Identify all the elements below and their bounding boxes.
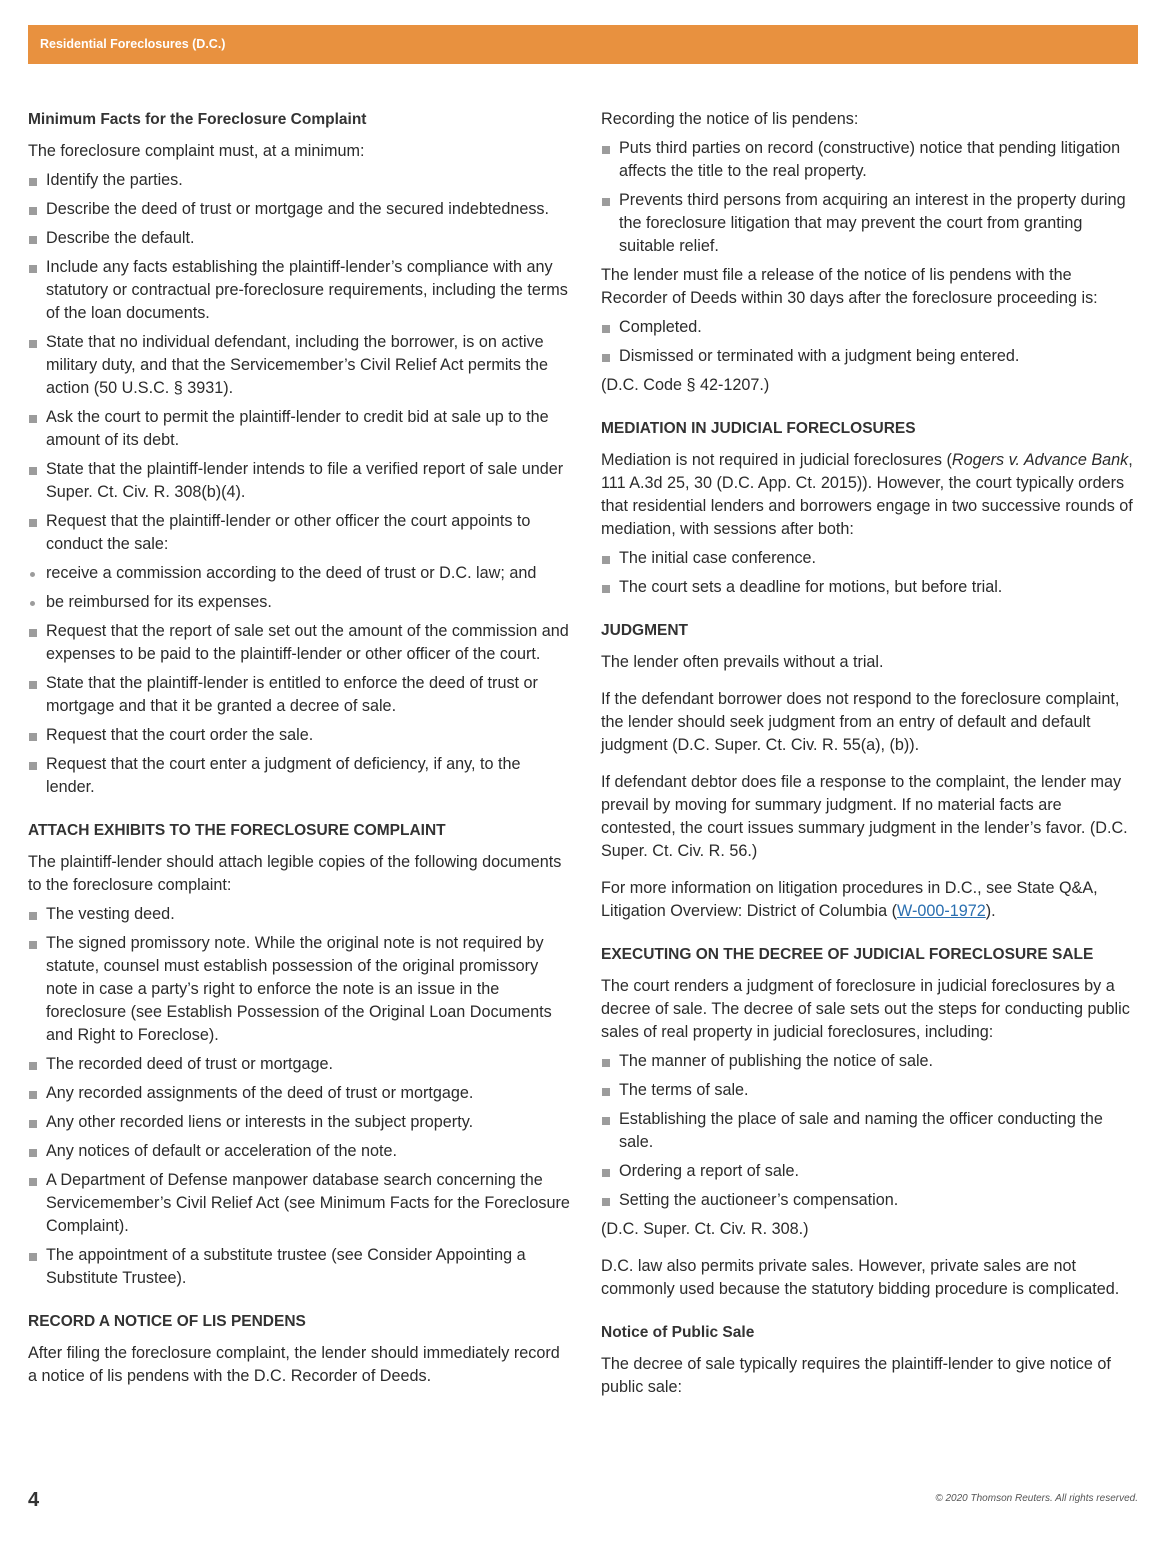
judgment-paragraph-2: If the defendant borrower does not respond to the foreclosure complaint, the lender should seek judgment from an entry of default and default judgment (D.C. Super. Ct. Civ. R. 55(a), (b)). xyxy=(601,690,1120,754)
square-bullet-icon xyxy=(29,340,37,348)
min-facts-list xyxy=(28,169,573,556)
executing-citation: (D.C. Super. Ct. Civ. R. 308.) xyxy=(601,1220,809,1238)
list-item-text: be reimbursed for its expenses. xyxy=(46,593,272,611)
list-item xyxy=(601,547,1138,570)
list-item-text: Ordering a report of sale. xyxy=(619,1162,799,1180)
exhibits-intro: The plaintiff-lender should attach legible copies of the following documents to the foreclosure complaint: xyxy=(28,853,562,894)
list-item xyxy=(28,1244,573,1290)
square-bullet-icon xyxy=(29,178,37,186)
page-number: 4 xyxy=(28,1489,40,1511)
min-facts-list-continued xyxy=(28,620,573,799)
list-item-text: The vesting deed. xyxy=(46,905,175,923)
list-item-text: Puts third parties on record (constructive) notice that pending litigation affects the title to the real property. xyxy=(619,139,1121,180)
list-item xyxy=(28,932,573,1047)
list-item-text: State that no individual defendant, including the borrower, is on active military duty, and that the Servicemember’s Civil Relief Act permits the action (50 U.S.C. § 3931). xyxy=(46,333,549,397)
square-bullet-icon xyxy=(602,198,610,206)
list-item xyxy=(28,620,573,666)
square-bullet-icon xyxy=(29,1149,37,1157)
judgment-heading: JUDGMENT xyxy=(601,622,688,639)
litigation-text-start: For more information on litigation procedures in D.C., see State Q&A, Litigation Overview: District of Columbia ( xyxy=(601,879,1098,920)
list-item xyxy=(28,1053,573,1076)
list-item-text: State that the plaintiff-lender is entitled to enforce the deed of trust or mortgage and that it be granted a decree of sale. xyxy=(46,674,538,715)
list-item-text: The manner of publishing the notice of sale. xyxy=(619,1052,934,1070)
right-column xyxy=(601,108,1138,1405)
judgment-paragraph-4 xyxy=(601,877,1138,923)
release-text: The lender must file a release of the notice of lis pendens with the Recorder of Deeds within 30 days after the foreclosure proceeding is: xyxy=(601,266,1098,307)
recording-intro: Recording the notice of lis pendens: xyxy=(601,110,859,128)
dot-bullet-icon xyxy=(30,601,35,606)
square-bullet-icon xyxy=(29,681,37,689)
list-item xyxy=(28,1169,573,1238)
dot-bullet-icon xyxy=(30,572,35,577)
square-bullet-icon xyxy=(29,1091,37,1099)
list-item-text: The terms of sale. xyxy=(619,1081,749,1099)
litigation-overview-link[interactable]: W-000-1972 xyxy=(896,902,986,920)
list-item xyxy=(601,1108,1138,1154)
square-bullet-icon xyxy=(29,207,37,215)
list-item xyxy=(28,331,573,400)
executing-list xyxy=(601,1050,1138,1212)
document-title: Residential Foreclosures (D.C.) xyxy=(40,37,226,51)
square-bullet-icon xyxy=(602,325,610,333)
square-bullet-icon xyxy=(602,585,610,593)
list-item-text: Establishing the place of sale and naming the officer conducting the sale. xyxy=(619,1110,1103,1151)
list-item xyxy=(28,724,573,747)
list-item xyxy=(601,137,1138,183)
list-item-text: Completed. xyxy=(619,318,702,336)
square-bullet-icon xyxy=(29,762,37,770)
release-list xyxy=(601,316,1138,368)
list-item-text: Describe the default. xyxy=(46,229,195,247)
list-item-text: Setting the auctioneer’s compensation. xyxy=(619,1191,899,1209)
list-item xyxy=(28,198,573,221)
executing-text: The court renders a judgment of foreclosure in judicial foreclosures by a decree of sale. The decree of sale sets out the steps for conducting public sales of real property in judicial foreclosures, including: xyxy=(601,977,1130,1041)
square-bullet-icon xyxy=(29,629,37,637)
lis-pendens-heading: RECORD A NOTICE OF LIS PENDENS xyxy=(28,1313,306,1330)
list-item-text: The court sets a deadline for motions, but before trial. xyxy=(619,578,1003,596)
lis-pendens-text: After filing the foreclosure complaint, the lender should immediately record a notice of lis pendens with the D.C. Recorder of Deeds. xyxy=(28,1344,560,1385)
left-column xyxy=(28,108,573,1394)
square-bullet-icon xyxy=(29,265,37,273)
release-citation: (D.C. Code § 42-1207.) xyxy=(601,376,770,394)
notice-text: The decree of sale typically requires the plaintiff-lender to give notice of public sale: xyxy=(601,1355,1111,1396)
list-item-text: Identify the parties. xyxy=(46,171,183,189)
square-bullet-icon xyxy=(29,1253,37,1261)
list-item xyxy=(28,753,573,799)
list-item xyxy=(28,562,573,585)
mediation-text xyxy=(601,449,1138,541)
min-facts-intro: The foreclosure complaint must, at a minimum: xyxy=(28,142,365,160)
list-item xyxy=(28,256,573,325)
square-bullet-icon xyxy=(602,146,610,154)
square-bullet-icon xyxy=(29,1178,37,1186)
list-item xyxy=(601,1079,1138,1102)
exhibits-heading: ATTACH EXHIBITS TO THE FORECLOSURE COMPLAINT xyxy=(28,822,446,839)
square-bullet-icon xyxy=(602,1117,610,1125)
list-item xyxy=(28,406,573,452)
list-item-text: Ask the court to permit the plaintiff-lender to credit bid at sale up to the amount of its debt. xyxy=(46,408,549,449)
executing-heading: EXECUTING ON THE DECREE OF JUDICIAL FORECLOSURE SALE xyxy=(601,946,1094,963)
square-bullet-icon xyxy=(602,1198,610,1206)
list-item xyxy=(601,576,1138,599)
mediation-list xyxy=(601,547,1138,599)
list-item xyxy=(601,189,1138,258)
list-item-text: Dismissed or terminated with a judgment being entered. xyxy=(619,347,1020,365)
square-bullet-icon xyxy=(29,733,37,741)
list-item-text: The signed promissory note. While the original note is not required by statute, counsel must establish possession of the original promissory note in case a party’s right to enforce the note is an issue in the foreclosure (see Establish Possession of the Original Loan Documents and Right to Foreclose). xyxy=(46,934,552,1044)
square-bullet-icon xyxy=(29,1120,37,1128)
list-item xyxy=(28,169,573,192)
header-banner xyxy=(28,25,1138,64)
square-bullet-icon xyxy=(29,519,37,527)
notice-heading: Notice of Public Sale xyxy=(601,1324,755,1341)
list-item xyxy=(28,1111,573,1134)
square-bullet-icon xyxy=(29,941,37,949)
list-item xyxy=(601,1160,1138,1183)
officer-sublist xyxy=(28,562,573,614)
mediation-case-name: Rogers v. Advance Bank xyxy=(951,451,1129,469)
litigation-text-end: ). xyxy=(985,902,996,920)
square-bullet-icon xyxy=(29,467,37,475)
square-bullet-icon xyxy=(602,556,610,564)
judgment-paragraph-1: The lender often prevails without a trial. xyxy=(601,653,884,671)
list-item-text: receive a commission according to the deed of trust or D.C. law; and xyxy=(46,564,537,582)
judgment-paragraph-3: If defendant debtor does file a response to the complaint, the lender may prevail by moving for summary judgment. If no material facts are contested, the court issues summary judgment in the lender’s favor. (D.C. Super. Ct. Civ. R. 56.) xyxy=(601,773,1128,860)
list-item xyxy=(28,227,573,250)
square-bullet-icon xyxy=(602,1169,610,1177)
list-item-text: Any notices of default or acceleration of the note. xyxy=(46,1142,397,1160)
list-item xyxy=(28,1140,573,1163)
min-facts-heading: Minimum Facts for the Foreclosure Complaint xyxy=(28,111,367,128)
recording-list xyxy=(601,137,1138,258)
list-item-text: State that the plaintiff-lender intends to file a verified report of sale under Super. Ct. Civ. R. 308(b)(4). xyxy=(46,460,564,501)
list-item-text: Request that the plaintiff-lender or other officer the court appoints to conduct the sale: xyxy=(46,512,531,553)
list-item xyxy=(28,591,573,614)
list-item xyxy=(28,672,573,718)
list-item-text: Describe the deed of trust or mortgage and the secured indebtedness. xyxy=(46,200,550,218)
list-item xyxy=(601,316,1138,339)
list-item-text: Include any facts establishing the plaintiff-lender’s compliance with any statutory or contractual pre-foreclosure requirements, including the terms of the loan documents. xyxy=(46,258,568,322)
list-item-text: Request that the court enter a judgment of deficiency, if any, to the lender. xyxy=(46,755,521,796)
square-bullet-icon xyxy=(602,1088,610,1096)
mediation-text-end: , 111 A.3d 25, 30 (D.C. App. Ct. 2015)). However, the court typically orders that residential lenders and borrowers engage in two successive rounds of mediation, with sessions after both: xyxy=(601,451,1133,538)
exhibits-list xyxy=(28,903,573,1290)
copyright-notice: © 2020 Thomson Reuters. All rights reserved. xyxy=(935,1493,1138,1504)
list-item xyxy=(28,1082,573,1105)
list-item-text: Any recorded assignments of the deed of trust or mortgage. xyxy=(46,1084,474,1102)
square-bullet-icon xyxy=(29,236,37,244)
list-item xyxy=(601,1050,1138,1073)
square-bullet-icon xyxy=(29,415,37,423)
list-item-text: Any other recorded liens or interests in the subject property. xyxy=(46,1113,474,1131)
list-item xyxy=(28,510,573,556)
list-item-text: Request that the report of sale set out the amount of the commission and expenses to be paid to the plaintiff-lender or other officer of the court. xyxy=(46,622,569,663)
square-bullet-icon xyxy=(602,1059,610,1067)
list-item xyxy=(601,1189,1138,1212)
list-item xyxy=(28,458,573,504)
square-bullet-icon xyxy=(602,354,610,362)
list-item-text: The appointment of a substitute trustee (see Consider Appointing a Substitute Trustee). xyxy=(46,1246,526,1287)
mediation-text-start: Mediation is not required in judicial foreclosures ( xyxy=(601,451,952,469)
list-item-text: The initial case conference. xyxy=(619,549,817,567)
list-item xyxy=(28,903,573,926)
list-item-text: A Department of Defense manpower database search concerning the Servicemember’s Civil Relief Act (see Minimum Facts for the Foreclosure Complaint). xyxy=(46,1171,570,1235)
private-sales-text: D.C. law also permits private sales. However, private sales are not commonly used because the statutory bidding procedure is complicated. xyxy=(601,1257,1120,1298)
list-item xyxy=(601,345,1138,368)
square-bullet-icon xyxy=(29,1062,37,1070)
list-item-text: Request that the court order the sale. xyxy=(46,726,314,744)
square-bullet-icon xyxy=(29,912,37,920)
list-item-text: Prevents third persons from acquiring an interest in the property during the foreclosure litigation that may prevent the court from granting suitable relief. xyxy=(619,191,1126,255)
mediation-heading: MEDIATION IN JUDICIAL FORECLOSURES xyxy=(601,420,916,437)
list-item-text: The recorded deed of trust or mortgage. xyxy=(46,1055,334,1073)
